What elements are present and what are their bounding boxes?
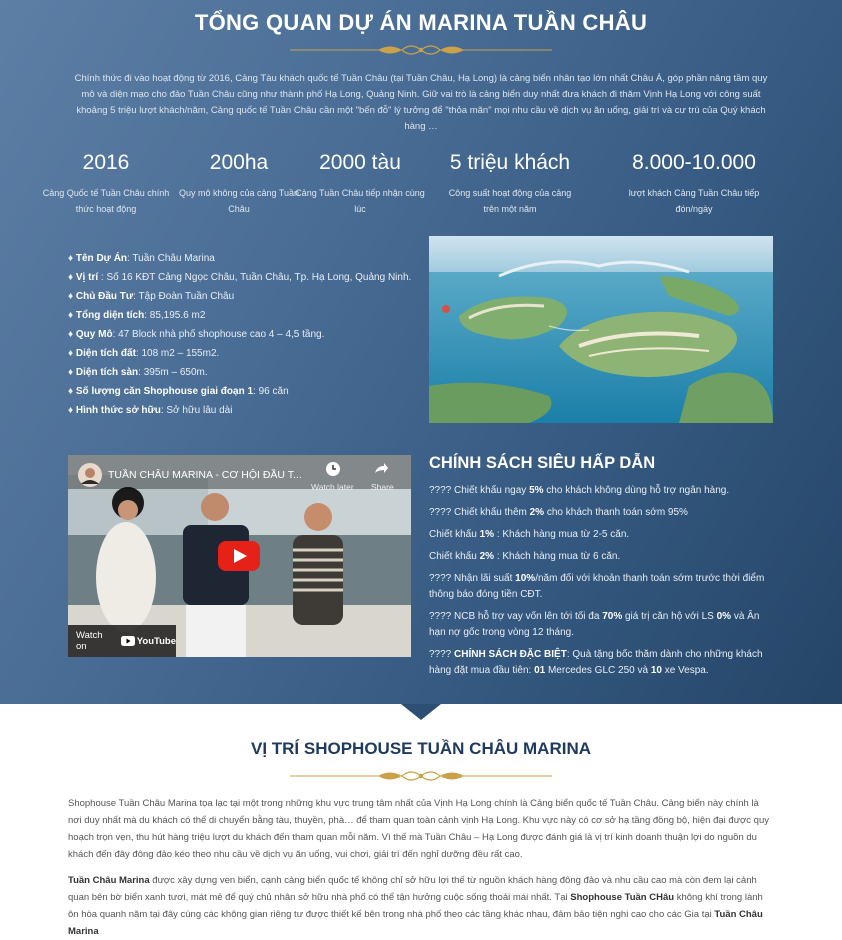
policy-item: ???? NCB hỗ trợ vay vốn lên tới tối đa 70% giá trị căn hộ với LS 0% và Ân hạn nợ gốc trong vòng 12 tháng. <box>429 611 760 638</box>
stat-value: 2016 <box>82 151 130 174</box>
policy-item: Chiết khấu 1% : Khách hàng mua từ 2-5 căn. <box>429 529 630 540</box>
policy-list <box>429 483 774 685</box>
policy-item: ???? Chiết khấu thêm 2% cho khách thanh toán sớm 95% <box>429 507 688 518</box>
policy-item: Chiết khấu 2% : Khách hàng mua từ 6 căn. <box>429 551 621 562</box>
stat-label: Công suất hoạt động của cảng trên một năm <box>448 188 572 214</box>
location-paragraph: Shophouse Tuần Châu Marina tọa lạc tại một trong những khu vực trung tâm nhất của Vịnh Hạ Long chính là Cảng biển quốc tế Tuần Châu. Cảng biển này chính là nơi duy nhất mà du khách có thể di chuyển bằng tàu, thuyền, phà… để tham quan toàn cảnh vịnh Hạ Long. Khu vực này có cơ sở hạ tầng đồng bộ, hiện đại được quy hoạch trọn vẹn, thu hút hàng triệu lượt du khách đến tham quan mỗi năm. Vì thế mà Tuần Châu – Hạ Long được đánh giá là vị trí kinh doanh thuận lợi do nguồn du khách đến đây đông đảo kéo theo nhu cầu về dịch vụ ăn uống, vui chơi, giải trí đến nghỉ dưỡng đều rất cao. <box>68 798 769 860</box>
info-item: ♦ Vị trí : Số 16 KĐT Cảng Ngọc Châu, Tuần Châu, Tp. Hạ Long, Quảng Ninh. <box>68 272 412 283</box>
location-title: VỊ TRÍ SHOPHOUSE TUẦN CHÂU MARINA <box>250 739 591 758</box>
youtube-video-embed[interactable] <box>68 455 411 657</box>
stat-value: 200ha <box>209 151 269 174</box>
info-item: ♦ Diện tích đất: 108 m2 – 155m2. <box>68 348 220 359</box>
info-item: ♦ Số lượng căn Shophouse giai đoạn 1: 96 căn <box>68 386 289 397</box>
stat-value: 8.000-10.000 <box>632 151 756 174</box>
info-item: ♦ Tên Dự Án: Tuần Châu Marina <box>68 253 215 264</box>
clock-icon[interactable] <box>325 461 341 477</box>
stat-label: Cảng Quốc tế Tuần Châu chính thức hoạt động <box>42 188 170 214</box>
policy-item: ???? CHÍNH SÁCH ĐẶC BIỆT: Quà tặng bốc thăm dành cho những khách hàng đặt mua đầu tiên: 01 Mercedes GLC 250 và 10 xe Vespa. <box>429 649 763 676</box>
overview-intro: Chính thức đi vào hoạt động từ 2016, Cảng Tàu khách quốc tế Tuần Châu (tại Tuần Châu, Hạ Long) là cảng biển nhân tạo lớn nhất Châu Á, góp phần nâng tầm quy mô và diện mạo cho đảo Tuần Châu cũng như thành phố Hạ Long, Quảng Ninh. Giữ vai trò là cảng biển duy nhất đưa khách đi thăm Vịnh Hạ Long với công suất khoảng 5 triệu lượt khách/năm, Cảng quốc tế Tuần Châu cần một "bến đỗ" lý tưởng để "thỏa mãn" mọi nhu cầu về dịch vụ ăn uống, giải trí và cư trú của Quý khách hàng … <box>74 73 768 132</box>
overview-title: TỔNG QUAN DỰ ÁN MARINA TUẦN CHÂU <box>194 10 648 35</box>
video-title[interactable]: TUẦN CHÂU MARINA - CƠ HỘI ĐẦU T... <box>108 469 302 481</box>
gold-divider-ornament <box>290 43 552 57</box>
share-button[interactable]: Share <box>371 482 394 492</box>
stat-area <box>169 151 309 217</box>
play-icon[interactable] <box>218 541 260 571</box>
info-item: ♦ Chủ Đầu Tư: Tập Đoàn Tuần Châu <box>68 291 235 302</box>
policy-title: CHÍNH SÁCH SIÊU HẤP DẪN <box>429 454 656 472</box>
section-divider-arrow <box>401 704 441 720</box>
watch-on-label: Watch on <box>76 630 103 652</box>
stat-ships <box>290 151 430 217</box>
youtube-logo-icon <box>121 636 135 646</box>
stat-value: 2000 tàu <box>319 151 401 174</box>
location-paragraph: Tuần Châu Marina được xây dựng ven biển, cạnh cảng biển quốc tế không chỉ sở hữu lợi thế từ nguồn khách hàng đông đảo và nhu cầu cao mà còn đem lại cảnh quan bên bờ biển xanh tươi, mát mẻ để quý chủ nhân sở hữu nhà phố có thể tận hưởng cuộc sống thoải mái nhất. Tại Shophouse Tuần CHâu không khí trong lành ôn hòa quanh năm tại đây cùng các không gian riêng tư được thiết kế bên trong nhà phố theo các tầng khác nhau, đảm bảo tiện nghi cao cho các Gia tại Tuần Châu Marina <box>68 875 763 937</box>
stat-value: 5 triệu khách <box>449 151 571 174</box>
watch-later-button[interactable]: Watch later <box>311 482 354 492</box>
stat-year <box>36 151 176 217</box>
channel-avatar-icon[interactable] <box>77 462 103 488</box>
info-item: ♦ Quy Mô: 47 Block nhà phố shophouse cao 4 – 4,5 tầng. <box>68 329 325 340</box>
info-item: ♦ Hình thức sở hữu: Sở hữu lâu dài <box>68 405 233 416</box>
gold-divider-ornament <box>290 769 552 783</box>
aerial-masterplan-image <box>429 236 773 423</box>
info-item: ♦ Diện tích sàn: 395m – 650m. <box>68 367 208 378</box>
stat-label: Quy mô không của cảng Tuần Châu <box>178 188 300 214</box>
stat-daily <box>606 151 782 217</box>
policy-item: ???? Chiết khấu ngay 5% cho khách không dùng hỗ trợ ngân hàng. <box>429 485 730 496</box>
stat-label: lượt khách Cảng Tuần Châu tiếp đón/ngày <box>628 188 760 214</box>
share-icon[interactable] <box>373 461 389 477</box>
watch-on-youtube-link[interactable] <box>68 625 176 657</box>
youtube-wordmark: YouTube <box>136 635 176 647</box>
stat-label: Cảng Tuần Châu tiếp nhận cùng lúc <box>295 188 425 214</box>
policy-item: ???? Nhận lãi suất 10%/năm đối với khoản thanh toán sớm trước thời điểm thông báo đóng tiền CĐT. <box>429 573 765 600</box>
info-item: ♦ Tổng diện tích: 85,195.6 m2 <box>68 310 206 321</box>
stat-visitors <box>420 151 600 217</box>
project-info-list <box>68 249 420 420</box>
